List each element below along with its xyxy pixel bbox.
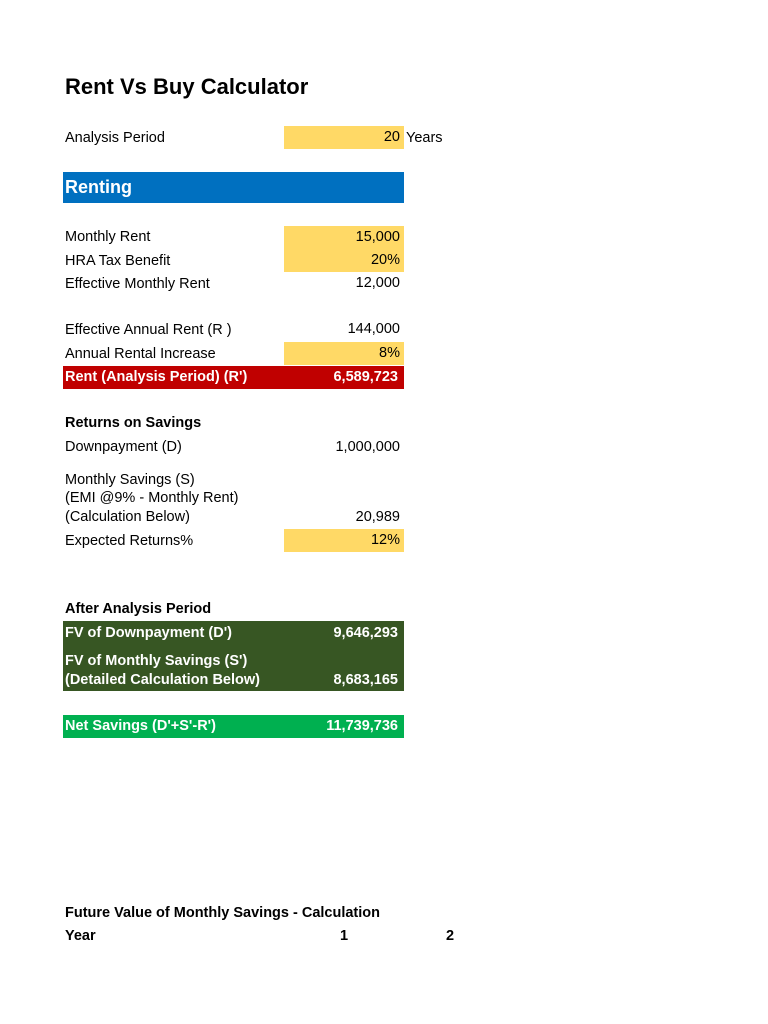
- downpayment-label: Downpayment (D): [65, 439, 182, 455]
- analysis-period-label: Analysis Period: [65, 130, 165, 146]
- monthly-rent-label: Monthly Rent: [65, 229, 151, 245]
- fv-downpayment-value[interactable]: 9,646,293: [333, 625, 398, 641]
- effective-annual-rent-cell[interactable]: 144,000: [347, 321, 400, 337]
- fv-monthly-savings-label: FV of Monthly Savings (S'): [65, 653, 248, 669]
- fv-section: [63, 621, 404, 691]
- expected-returns-cell[interactable]: 12%: [284, 529, 404, 552]
- fv-monthly-savings-value[interactable]: 8,683,165: [333, 672, 398, 688]
- annual-rental-increase-label: Annual Rental Increase: [65, 346, 216, 362]
- effective-monthly-rent-cell[interactable]: 12,000: [355, 275, 400, 291]
- net-savings-value[interactable]: 11,739,736: [326, 718, 398, 734]
- year-column-1: 1: [340, 928, 349, 944]
- rent-analysis-period-row: [63, 366, 404, 389]
- returns-on-savings-header: Returns on Savings: [65, 415, 202, 431]
- hra-tax-benefit-label: HRA Tax Benefit: [65, 253, 171, 269]
- renting-header-label: Renting: [65, 177, 132, 197]
- net-savings-row: [63, 715, 404, 738]
- fv-monthly-savings-sublabel: (Detailed Calculation Below): [65, 672, 260, 688]
- rent-analysis-period-value[interactable]: 6,589,723: [333, 369, 398, 385]
- rent-analysis-period-label: Rent (Analysis Period) (R'): [65, 369, 248, 385]
- effective-monthly-rent-label: Effective Monthly Rent: [65, 276, 210, 292]
- expected-returns-label: Expected Returns%: [65, 533, 194, 549]
- annual-rental-increase-cell[interactable]: 8%: [284, 342, 404, 365]
- downpayment-cell[interactable]: 1,000,000: [335, 439, 400, 455]
- monthly-rent-cell[interactable]: 15,000: [284, 226, 404, 249]
- page-title: Rent Vs Buy Calculator: [65, 74, 309, 99]
- analysis-period-unit: Years: [406, 130, 443, 146]
- monthly-savings-label: Monthly Savings (S): [65, 472, 195, 488]
- effective-annual-rent-label: Effective Annual Rent (R ): [65, 322, 232, 338]
- analysis-period-cell[interactable]: 20: [284, 126, 404, 149]
- hra-tax-benefit-cell[interactable]: 20%: [284, 249, 404, 272]
- monthly-savings-note: (Calculation Below): [65, 509, 190, 525]
- year-header: Year: [65, 928, 96, 944]
- monthly-savings-cell[interactable]: 20,989: [355, 509, 400, 525]
- renting-section-header: [63, 172, 404, 203]
- monthly-savings-sublabel: (EMI @9% - Monthly Rent): [65, 490, 239, 506]
- after-analysis-period-header: After Analysis Period: [65, 601, 212, 617]
- future-value-calculation-header: Future Value of Monthly Savings - Calculation: [65, 905, 381, 921]
- net-savings-label: Net Savings (D'+S'-R'): [65, 718, 216, 734]
- year-column-2: 2: [446, 928, 455, 944]
- fv-downpayment-label: FV of Downpayment (D'): [65, 625, 232, 641]
